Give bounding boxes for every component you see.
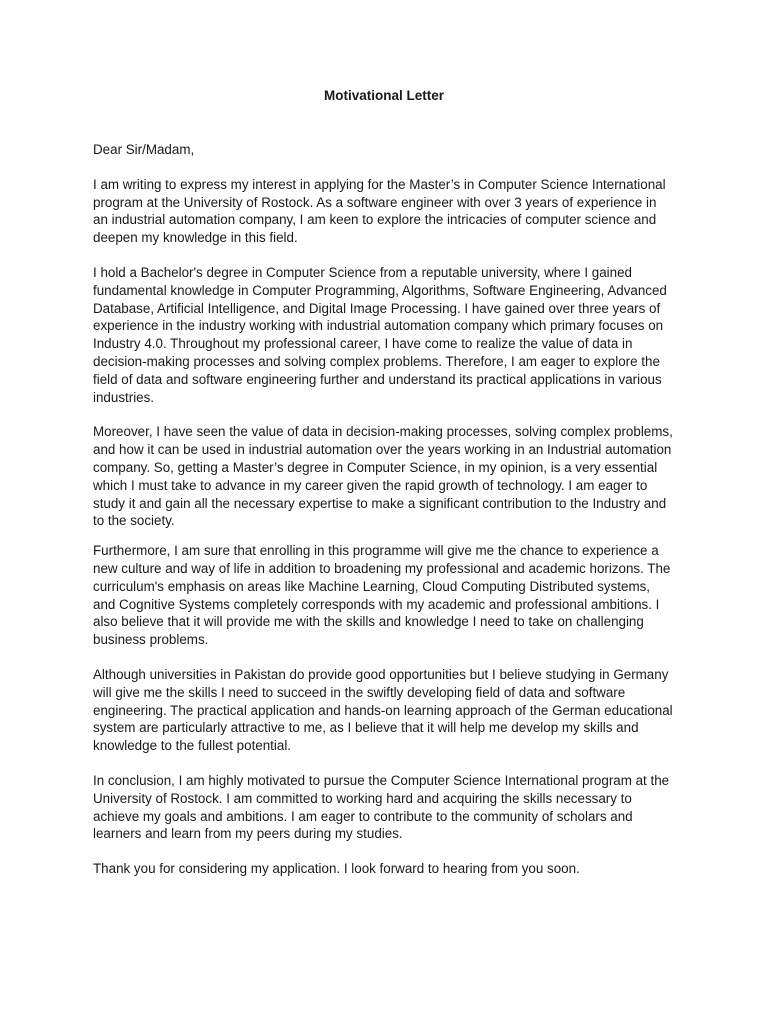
letter-salutation: Dear Sir/Madam, [93, 142, 195, 157]
paragraph-education: I hold a Bachelor's degree in Computer Science from a reputable university, where I gained fundamental knowledge in Computer Programming, Algorithms, Software Engineering, Advanced Database, Artificial Intelligence, and Digital Image Processing. I have gained over three years of experience in the industry working with industrial automation company which primary focuses on Industry 4.0. Throughout my professional career, I have come to realize the value of data in decision-making processes and solving complex problems. Therefore, I am eager to explore the field of data and software engineering further and understand its practical applications in various industries. [93, 264, 667, 405]
paragraph-germany: Although universities in Pakistan do provide good opportunities but I believe studying in Germany will give me the skills I need to succeed in the swiftly developing field of data and software engineering. The practical application and hands-on learning approach of the German educational system are particularly attractive to me, as I believe that it will help me develop my skills and knowledge to the fullest potential. [93, 666, 673, 754]
paragraph-introduction: I am writing to express my interest in applying for the Master’s in Computer Science International program at the University of Rostock. As a software engineer with over 3 years of experience in an industrial automation company, I am keen to explore the intricacies of computer science and deepen my knowledge in this field. [93, 176, 666, 246]
letter-body [93, 141, 675, 895]
paragraph-programme: Furthermore, I am sure that enrolling in this programme will give me the chance to experience a new culture and way of life in addition to broadening my professional and academic horizons. The curriculum's emphasis on areas like Machine Learning, Cloud Computing Distributed systems, and Cognitive Systems completely corresponds with my academic and professional ambitions. I also believe that it will provide me with the skills and knowledge I need to take on challenging business problems. [93, 543, 671, 648]
letter-title: Motivational Letter [323, 88, 444, 103]
paragraph-conclusion: In conclusion, I am highly motivated to pursue the Computer Science International program at the University of Rostock. I am committed to working hard and acquiring the skills necessary to achieve my goals and ambitions. I am eager to contribute to the community of scholars and learners and learn from my peers during my studies. [93, 772, 670, 842]
paragraph-closing: Thank you for considering my application. I look forward to hearing from you soon. [93, 861, 580, 877]
paragraph-experience: Moreover, I have seen the value of data in decision-making processes, solving complex problems, and how it can be used in industrial automation over the years working in an Industrial automation company. So, getting a Master’s degree in Computer Science, in my opinion, is a very essential which I must take to advance in my career given the rapid growth of technology. I am eager to study it and gain all the necessary expertise to make a significant contribution to the Industry and to the society. [93, 424, 673, 529]
